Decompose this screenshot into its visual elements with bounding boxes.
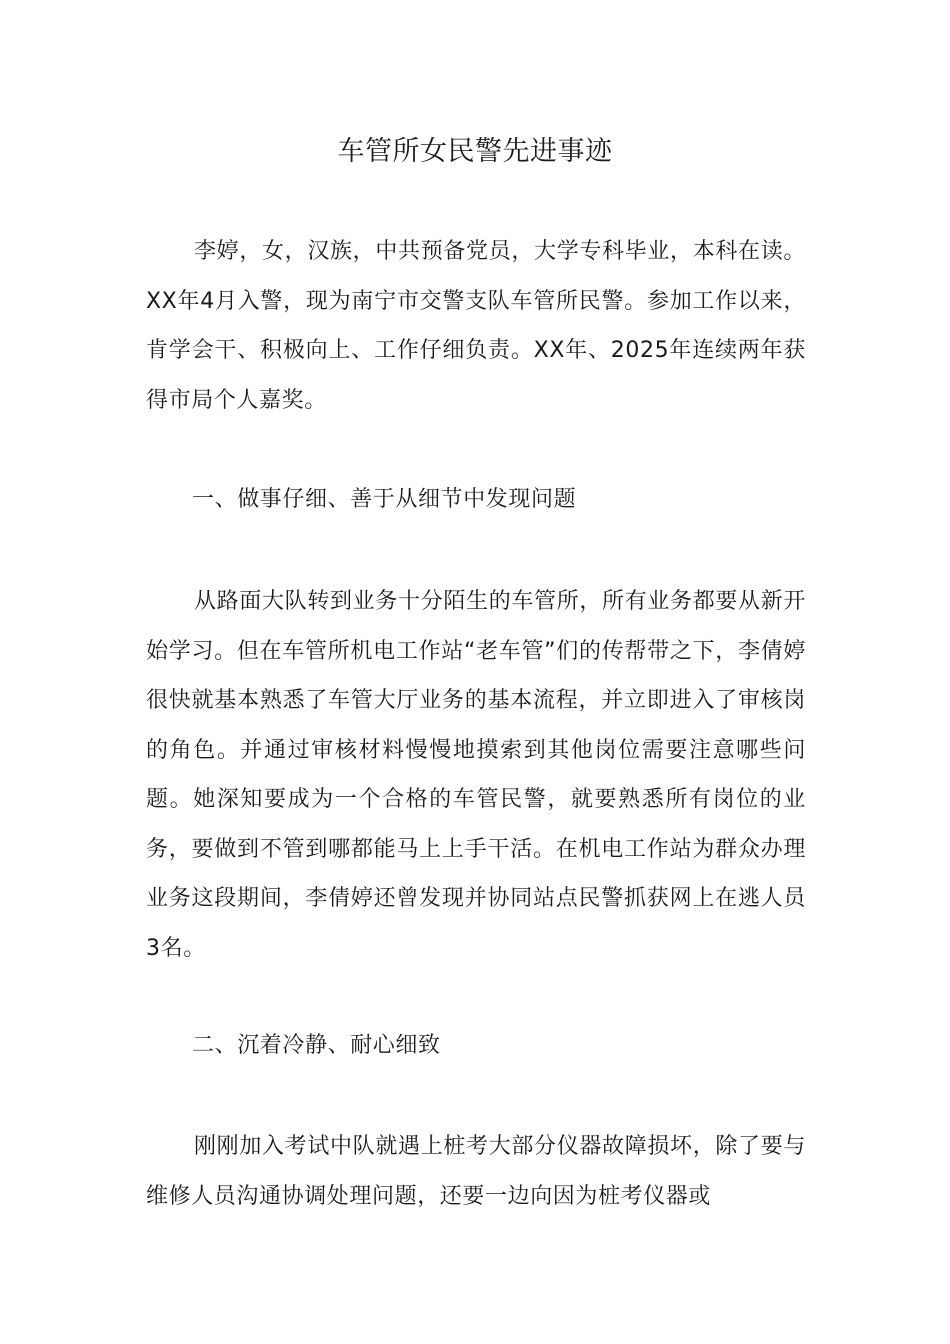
document-title: 车管所女民警先进事迹 [337,136,613,167]
paragraph-section-1: 从路面大队转到业务十分陌生的车管所，所有业务都要从新开始学习。但在车管所机电工作站“老车管”们的传帮带之下，李倩婷很快就基本熟悉了车管大厅业务的基本流程，并立即进入了审核岗的角色。并通过审核材料慢慢地摸索到其他岗位需要注意哪些问题。她深知要成为一个合格的车管民警，就要熟悉所有岗位的业务，要做到不管到哪都能马上上手干活。在机电工作站为群众办理业务这段期间，李倩婷还曾发现并协同站点民警抓获网上在逃人员3名。 [146,589,806,961]
paragraph-intro: 李婷，女，汉族，中共预备党员，大学专科毕业，本科在读。XX年4月入警，现为南宁市交警支队车管所民警。参加工作以来，肯学会干、积极向上、工作仔细负责。XX年、2025年连续两年获得市局个人嘉奖。 [146,239,806,413]
section-heading-2: 二、沉着冷静、耐心细致 [192,1033,441,1058]
paragraph-section-2: 刚刚加入考试中队就遇上桩考大部分仪器故障损坏，除了要与维修人员沟通协调处理问题，还要一边向因为桩考仪器或 [146,1134,806,1209]
section-heading-1: 一、做事仔细、善于从细节中发现问题 [192,487,577,512]
